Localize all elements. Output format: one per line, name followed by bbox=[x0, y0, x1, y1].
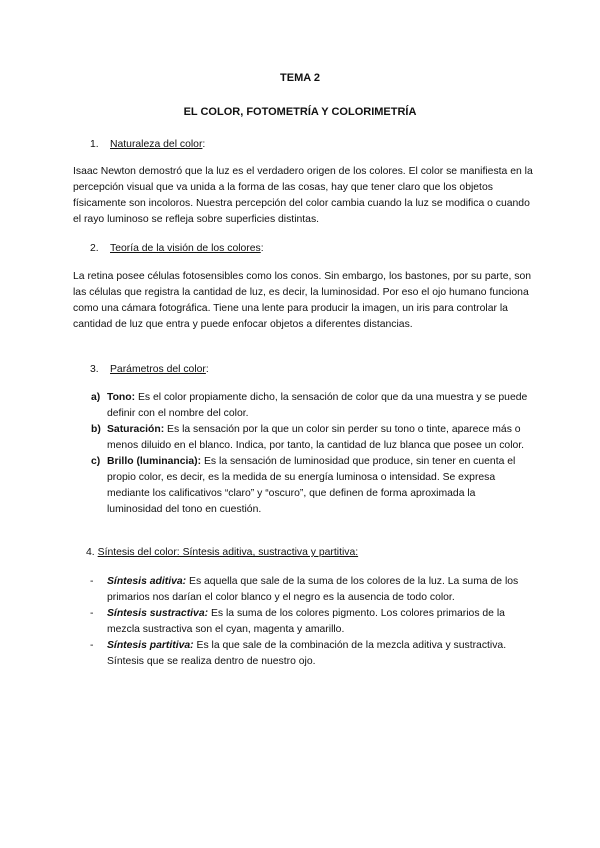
section-1-paragraph: Isaac Newton demostró que la luz es el verdadero origen de los colores. El color se manifiesta en la percepción visual que va unida a la forma de las cosas, hay que tener claro que los objetos físicamente son incoloros. Nuestra percepción del color cambia cuando la luz se modifica o cuando el rayo luminoso se refleja sobre superficies distintas. bbox=[73, 166, 533, 225]
color-parameters-list bbox=[73, 390, 533, 518]
list-term: Saturación: bbox=[107, 424, 165, 435]
list-item bbox=[73, 606, 533, 638]
list-marker: - bbox=[90, 608, 94, 619]
list-text: Es aquella que sale de la suma de los colores de la luz. La suma de los primarios nos darían el color blanco y el negro es la ausencia de todo color. bbox=[107, 576, 519, 603]
section-number: 1. bbox=[90, 139, 99, 150]
list-item bbox=[73, 454, 533, 518]
section-number: 3. bbox=[90, 364, 99, 375]
section-heading-text: Parámetros del color bbox=[110, 364, 206, 375]
list-text: Es el color propiamente dicho, la sensación de color que da una muestra y se puede definir con el nombre del color. bbox=[107, 392, 528, 419]
section-4-heading bbox=[86, 545, 358, 561]
list-term: Tono: bbox=[107, 392, 136, 403]
section-1-heading bbox=[90, 137, 205, 153]
section-3-heading bbox=[90, 362, 209, 378]
heading-colon: : bbox=[260, 243, 264, 254]
section-heading-text: Teoría de la visión de los colores bbox=[110, 243, 261, 254]
list-marker: b) bbox=[91, 424, 101, 435]
section-number: 2. bbox=[90, 243, 99, 254]
list-item bbox=[73, 574, 533, 606]
heading-colon: : bbox=[205, 364, 209, 375]
list-item bbox=[73, 422, 533, 454]
document-title: EL COLOR, FOTOMETRÍA Y COLORIMETRÍA bbox=[183, 106, 417, 118]
list-marker: - bbox=[90, 576, 94, 587]
list-marker: c) bbox=[91, 456, 101, 467]
section-heading-text: Naturaleza del color bbox=[110, 139, 203, 150]
list-marker: - bbox=[90, 640, 94, 651]
list-term: Síntesis partitiva: bbox=[107, 640, 194, 651]
list-marker: a) bbox=[91, 392, 101, 403]
section-number: 4. bbox=[86, 547, 95, 558]
list-item bbox=[73, 638, 533, 670]
list-term: Síntesis sustractiva: bbox=[107, 608, 209, 619]
list-text: Es la sensación de luminosidad que produce, sin tener en cuenta el propio color, es decir, es la medida de su energía luminosa o intensidad. Se expresa mediante los calificativos “claro” y “oscuro”, que definen de forma aproximada la luminosidad del tono en cuestión. bbox=[107, 456, 516, 515]
list-term: Brillo (luminancia): bbox=[107, 456, 202, 467]
tema-label: TEMA 2 bbox=[280, 72, 320, 84]
section-2-paragraph: La retina posee células fotosensibles como los conos. Sin embargo, los bastones, por su parte, son las células que registra la cantidad de luz, es decir, la luminosidad. Por eso el ojo humano funciona como una cámara fotográfica. Tiene una lente para producir la imagen, un iris para controlar la cantidad de luz que entra y puede enfocar objetos a diferentes distancias. bbox=[73, 271, 532, 330]
section-heading-text: Síntesis del color: Síntesis aditiva, sustractiva y partitiva: bbox=[97, 547, 359, 558]
list-term: Síntesis aditiva: bbox=[107, 576, 187, 587]
list-text: Es la suma de los colores pigmento. Los colores primarios de la mezcla sustractiva son el cyan, magenta y amarillo. bbox=[107, 608, 505, 635]
list-text: Es la sensación por la que un color sin perder su tono o tinte, aparece más o menos diluido en el blanco. Indica, por tanto, la cantidad de luz blanca que posee un color. bbox=[107, 424, 525, 451]
heading-colon: : bbox=[202, 139, 206, 150]
section-2-heading bbox=[90, 241, 264, 257]
color-synthesis-list bbox=[73, 574, 533, 670]
list-text: Es la que sale de la combinación de la mezcla aditiva y sustractiva. Síntesis que se realiza dentro de nuestro ojo. bbox=[107, 640, 507, 667]
list-item bbox=[73, 390, 533, 422]
